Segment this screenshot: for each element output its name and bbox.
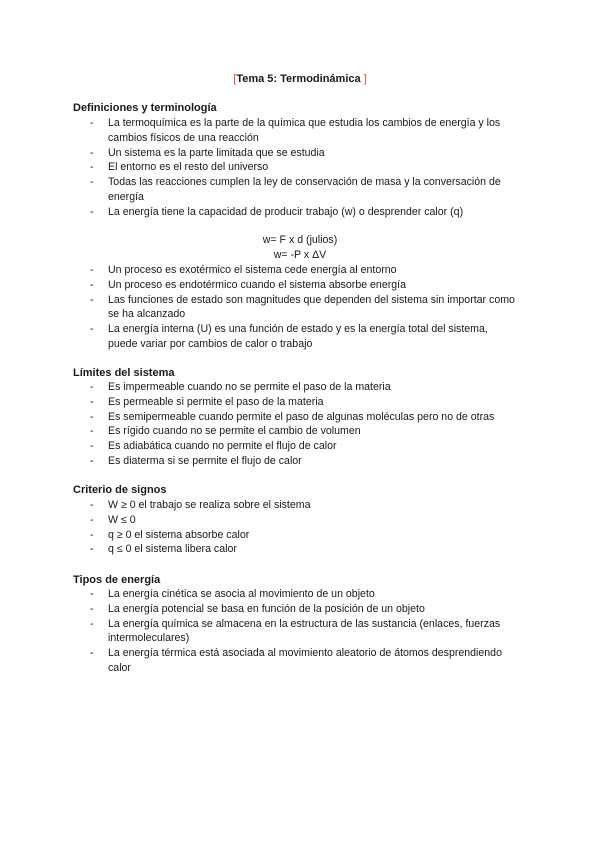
bullet-dash: - — [90, 440, 94, 453]
bullet-dash: - — [90, 323, 94, 336]
bullet-dash: - — [90, 499, 94, 511]
definiciones-list-a — [0, 116, 600, 220]
formula-work: w= F x d (julios) — [262, 234, 338, 246]
list-item — [0, 513, 520, 528]
list-item — [0, 424, 520, 439]
list-item-text: La energía química se almacena en la estructura de las sustancia (enlaces, fuerzas intermoleculares) — [108, 617, 501, 645]
limites-list — [0, 380, 600, 469]
tipos-list — [0, 587, 600, 676]
list-item — [0, 322, 520, 352]
list-item-text: La energía cinética se asocia al movimiento de un objeto — [108, 588, 375, 600]
list-item-text: q ≤ 0 el sistema libera calor — [108, 543, 237, 556]
bullet-dash: - — [90, 602, 94, 615]
list-item-text: Un sistema es la parte limitada que se estudia — [108, 146, 325, 159]
bullet-dash: - — [90, 264, 94, 276]
list-item — [0, 160, 520, 175]
list-item — [0, 278, 520, 293]
bullet-dash: - — [90, 454, 94, 467]
bullet-dash: - — [90, 278, 94, 291]
list-item — [0, 498, 520, 513]
list-item-text: Un proceso es exotérmico el sistema cede energía al entorno — [108, 264, 397, 276]
list-item — [0, 587, 520, 602]
list-item — [0, 395, 520, 410]
list-item — [0, 146, 520, 161]
list-item-text: Un proceso es endotérmico cuando el sistema absorbe energía — [108, 278, 406, 291]
list-item-text: El entorno es el resto del universo — [108, 161, 269, 174]
bullet-dash: - — [90, 617, 94, 630]
bullet-dash: - — [90, 205, 94, 218]
list-item-text: Es adiabática cuando no permite el flujo de calor — [108, 440, 337, 453]
bullet-dash: - — [90, 513, 94, 526]
list-item — [0, 454, 520, 469]
definiciones-list-b — [0, 263, 600, 352]
section-heading-tipos: Tipos de energía — [73, 574, 161, 586]
list-item — [0, 646, 520, 676]
list-item — [0, 380, 520, 395]
list-item — [0, 542, 520, 557]
bullet-dash: - — [90, 410, 94, 423]
list-item — [0, 410, 520, 425]
page-title — [0, 72, 600, 87]
list-item — [0, 528, 520, 543]
section-heading-limites: Límites del sistema — [73, 367, 175, 379]
section-heading-definiciones: Definiciones y terminología — [73, 102, 217, 114]
section-heading-criterio: Criterio de signos — [73, 484, 167, 496]
bullet-dash: - — [90, 293, 94, 306]
list-item-text: W ≥ 0 el trabajo se realiza sobre el sistema — [108, 499, 311, 511]
bullet-dash: - — [90, 395, 94, 408]
list-item — [0, 439, 520, 454]
list-item — [0, 263, 520, 278]
list-item-text: La termoquímica es la parte de la química que estudia los cambios de energía y los cambios físicos de una reacción — [108, 117, 501, 144]
list-item — [0, 293, 520, 323]
bullet-dash: - — [90, 588, 94, 600]
title-bracket-left: [ — [233, 73, 237, 85]
list-item-text: La energía interna (U) es una función de estado y es la energía total del sistema, puede variar por cambios de calor o trabajo — [108, 323, 488, 350]
title-bracket-right: ] — [363, 73, 367, 85]
list-item — [0, 175, 520, 205]
bullet-dash: - — [90, 176, 94, 189]
list-item-text: Las funciones de estado son magnitudes que dependen del sistema sin importar como se ha alcanzado — [108, 293, 515, 321]
list-item — [0, 116, 520, 146]
list-item — [0, 205, 520, 220]
bullet-dash: - — [90, 161, 94, 174]
bullet-dash: - — [90, 146, 94, 159]
list-item-text: Es semipermeable cuando permite el paso de algunas moléculas pero no de otras — [108, 410, 495, 423]
formula-pressure-volume: w= -P x ΔV — [273, 249, 327, 261]
list-item-text: Es rígido cuando no se permite el cambio de volumen — [108, 425, 361, 438]
title-text: Tema 5: Termodinámica — [236, 73, 361, 85]
bullet-dash: - — [90, 425, 94, 438]
list-item — [0, 617, 520, 647]
criterio-list — [0, 498, 600, 557]
bullet-dash: - — [90, 117, 94, 129]
list-item — [0, 602, 520, 617]
list-item-text: La energía térmica está asociada al movimiento aleatorio de átomos desprendiendo calor — [108, 647, 502, 674]
list-item-text: Es diaterma si se permite el flujo de calor — [108, 454, 302, 467]
bullet-dash: - — [90, 528, 94, 541]
list-item-text: W ≤ 0 — [108, 513, 136, 526]
list-item-text: q ≥ 0 el sistema absorbe calor — [108, 528, 250, 541]
list-item-text: La energía tiene la capacidad de producir trabajo (w) o desprender calor (q) — [108, 205, 464, 218]
list-item-text: La energía potencial se basa en función de la posición de un objeto — [108, 602, 425, 615]
list-item-text: Es impermeable cuando no se permite el paso de la materia — [108, 381, 391, 393]
list-item-text: Todas las reacciones cumplen la ley de conservación de masa y la conversación de energía — [108, 176, 501, 203]
bullet-dash: - — [90, 381, 94, 393]
list-item-text: Es permeable si permite el paso de la materia — [108, 395, 324, 408]
bullet-dash: - — [90, 543, 94, 556]
bullet-dash: - — [90, 647, 94, 660]
